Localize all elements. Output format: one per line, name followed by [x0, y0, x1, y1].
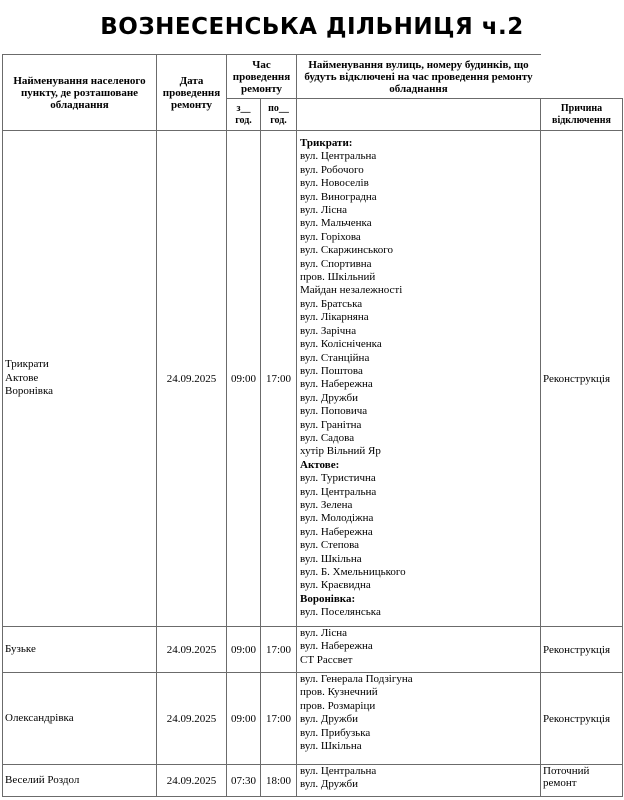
- street-item: вул. Набережна: [300, 640, 373, 653]
- street-item: вул. Туристична: [300, 472, 376, 485]
- street-item: вул. Горіхова: [300, 230, 361, 243]
- street-item: вул. Шкільна: [300, 740, 362, 753]
- settlement-group-label: Актове:: [300, 458, 340, 471]
- header-from: з__ год.: [227, 99, 261, 131]
- settlement-cell: [3, 765, 157, 797]
- streets-cell: [297, 673, 541, 765]
- street-item: пров. Кузнечний: [300, 686, 378, 699]
- header-row-top: [3, 55, 623, 99]
- street-item: вул. Дружби: [300, 778, 358, 791]
- time-from-cell: 09:00: [227, 673, 261, 765]
- outage-schedule-table: [2, 54, 623, 797]
- street-item: хутір Вільний Яр: [300, 445, 381, 458]
- street-item: вул. Новоселів: [300, 177, 369, 190]
- time-from-cell: 09:00: [227, 627, 261, 673]
- settlement-name: Трикрати: [5, 358, 49, 371]
- street-item: вул. Гранітна: [300, 418, 362, 431]
- street-item: вул. Робочого: [300, 163, 364, 176]
- street-item: вул. Лісна: [300, 204, 347, 217]
- table-row: [3, 765, 623, 797]
- settlement-group-label: Трикрати:: [300, 137, 353, 149]
- street-item: вул. Прибузька: [300, 726, 371, 739]
- street-item: вул. Зарічна: [300, 324, 357, 337]
- settlement-name: Олександрівка: [5, 711, 74, 724]
- street-item: вул. Колісніченка: [300, 338, 382, 351]
- street-item: вул. Центральна: [300, 765, 377, 777]
- street-item: СТ Рассвет: [300, 653, 353, 666]
- street-item: вул. Братська: [300, 297, 363, 310]
- table-row: [3, 131, 623, 627]
- header-settlement: Найменування населеного пункту, де розташоване обладнання: [3, 55, 157, 131]
- settlement-name: Актове: [5, 371, 39, 384]
- street-item: вул. Спортивна: [300, 257, 372, 270]
- header-to: по__ год.: [261, 99, 297, 131]
- street-item: вул. Поселянська: [300, 606, 381, 619]
- settlement-name: Бузьке: [5, 642, 36, 655]
- page-title: ВОЗНЕСЕНСЬКА ДІЛЬНИЦЯ ч.2: [100, 14, 524, 40]
- time-to-cell: 18:00: [261, 765, 297, 797]
- time-to-cell: 17:00: [261, 627, 297, 673]
- reason-cell: Поточний ремонт: [541, 765, 623, 797]
- street-item: вул. Лікарняна: [300, 311, 369, 324]
- date-cell: 24.09.2025: [157, 765, 227, 797]
- street-item: вул. Мальченка: [300, 217, 372, 230]
- street-item: вул. Набережна: [300, 525, 373, 538]
- header-time: Час проведення ремонту: [227, 55, 297, 99]
- street-item: вул. Набережна: [300, 378, 373, 391]
- header-reason: Причина відключення: [541, 99, 623, 131]
- streets-cell: [297, 131, 541, 627]
- table-body: [3, 131, 623, 797]
- street-item: вул. Дружби: [300, 713, 358, 726]
- settlement-cell: [3, 627, 157, 673]
- streets-cell: [297, 765, 541, 797]
- time-to-cell: 17:00: [261, 673, 297, 765]
- street-item: вул. Садова: [300, 431, 355, 444]
- street-item: вул. Степова: [300, 539, 360, 552]
- street-item: пров. Шкільний: [300, 271, 376, 284]
- time-from-cell: 07:30: [227, 765, 261, 797]
- street-item: пров. Розмаріци: [300, 699, 376, 712]
- street-item: вул. Поштова: [300, 364, 363, 377]
- settlement-cell: [3, 673, 157, 765]
- street-item: вул. Центральна: [300, 485, 377, 498]
- time-from-cell: 09:00: [227, 131, 261, 627]
- time-to-cell: 17:00: [261, 131, 297, 627]
- street-item: вул. Генерала Подзігуна: [300, 673, 413, 685]
- street-item: вул. Лісна: [300, 627, 347, 639]
- header-blank: [541, 55, 623, 99]
- street-item: вул. Скаржинського: [300, 244, 394, 257]
- street-item: вул. Молодіжна: [300, 512, 374, 525]
- reason-cell: Реконструкція: [541, 627, 623, 673]
- streets-cell: [297, 627, 541, 673]
- date-cell: 24.09.2025: [157, 673, 227, 765]
- reason-cell: Реконструкція: [541, 673, 623, 765]
- street-item: вул. Поповича: [300, 405, 368, 418]
- street-item: вул. Виноградна: [300, 190, 377, 203]
- date-cell: 24.09.2025: [157, 131, 227, 627]
- header-date: Дата проведення ремонту: [157, 55, 227, 131]
- street-item: Майдан незалежності: [300, 284, 403, 297]
- settlement-name: Воронівка: [5, 385, 54, 398]
- street-item: вул. Б. Хмельницького: [300, 566, 406, 578]
- street-item: вул. Краєвидна: [300, 579, 371, 592]
- settlement-cell: [3, 131, 157, 627]
- table-row: [3, 627, 623, 673]
- settlement-name: Веселий Роздол: [5, 773, 80, 786]
- street-item: вул. Дружби: [300, 391, 358, 404]
- table-row: [3, 673, 623, 765]
- header-streets: Найменування вулиць, номеру будинків, що будуть відключені на час проведення ремонту обладнання: [297, 55, 541, 99]
- street-item: вул. Центральна: [300, 150, 377, 163]
- street-item: вул. Станційна: [300, 351, 370, 364]
- settlement-group-label: Воронівка:: [300, 592, 356, 605]
- date-cell: 24.09.2025: [157, 627, 227, 673]
- reason-cell: Реконструкція: [541, 131, 623, 627]
- street-item: вул. Зелена: [300, 498, 353, 511]
- street-item: вул. Шкільна: [300, 552, 362, 565]
- header-streets-cont: [297, 99, 541, 131]
